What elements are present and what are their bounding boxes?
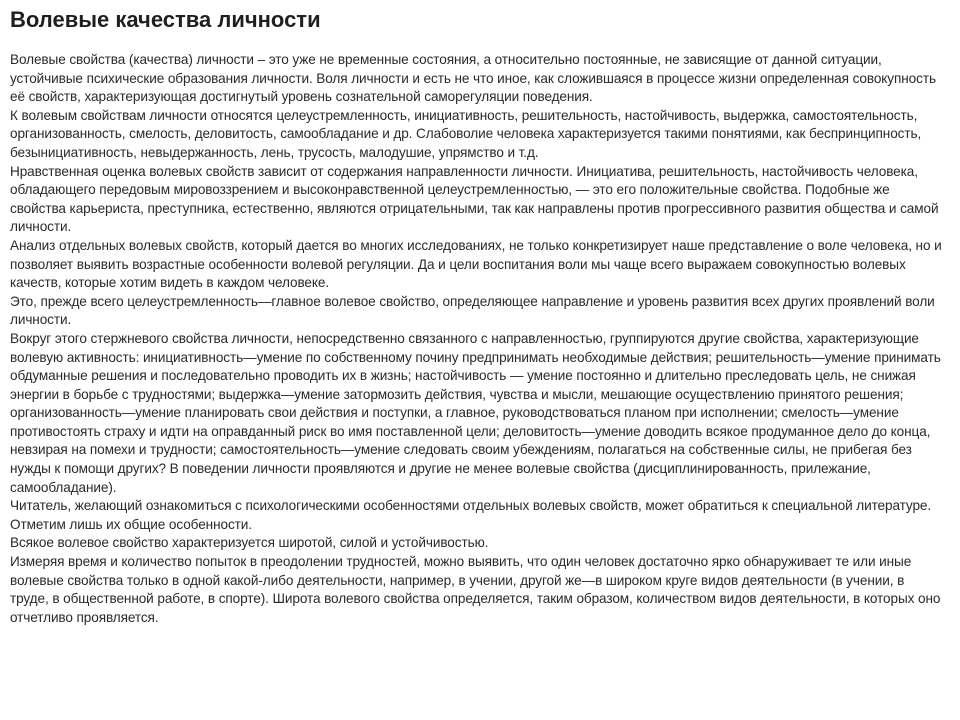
paragraph: Всякое волевое свойство характеризуется широтой, силой и устойчивостью. bbox=[10, 535, 489, 551]
page-title: Волевые качества личности bbox=[10, 7, 321, 32]
article-body bbox=[10, 51, 946, 627]
paragraph: К волевым свойствам личности относятся целеустремленность, инициативность, решительность, настойчивость, выдержка, самостоятельность, организованность, смелость, деловитость, самообладание и др. Слабоволие человека характеризуется такими понятиями, как беспринципность, безынициативность, невыдержанность, лень, трусость, малодушие, упрямство и т.д. bbox=[10, 107, 922, 160]
paragraph: Читатель, желающий ознакомиться с психологическими особенностями отдельных волевых свойств, может обратиться к специальной литературе. Отметим лишь их общие особенности. bbox=[10, 498, 932, 532]
paragraph: Нравственная оценка волевых свойств зависит от содержания направленности личности. Инициатива, решительность, настойчивость человека, обладающего передовым мировоззрением и высоконравственной целеустремленностью, — это его положительные свойства. Подобные же свойства карьериста, преступника, естественно, являются отрицательными, так как направлены против прогрессивного развития общества и самой личности. bbox=[10, 163, 939, 235]
paragraph: Анализ отдельных волевых свойств, который дается во многих исследованиях, не только конкретизирует наше представление о воле человека, но и позволяет выявить возрастные особенности волевой регуляции. Да и цели воспитания воли мы чаще всего выражаем совокупностью волевых качеств, которые хотим видеть в каждом человеке. bbox=[10, 237, 942, 291]
paragraph: Это, прежде всего целеустремленность—главное волевое свойство, определяющее направление и уровень развития всех других проявлений воли личности. bbox=[10, 293, 935, 328]
paragraph: Вокруг этого стержневого свойства личности, непосредственно связанного с направленностью, группируются другие свойства, характеризующие волевую активность: инициативность—умение по собственному почину предпринимать необходимые действия; решительность—умение принимать обдуманные решения и последовательно проводить их в жизнь; настойчивость — умение постоянно и длительно преследовать цель, не снижая энергии в борьбе с трудностями; выдержка—умение затормозить действия, чувства и мысли, мешающие осуществлению принятого решения; организованность—умение планировать свои действия и поступки, а главное, руководствоваться планом при исполнении; смелость—умение противостоять страху и идти на оправданный риск во имя поставленной цели; деловитость—умение доводить всякое продуманное дело до конца, невзирая на помехи и трудности; самостоятельность—умение следовать своим убеждениям, полагаться на собственные силы, не прибегая без нужды к помощи других? В поведении личности проявляются и другие не менее волевые свойства (дисциплинированность, прилежание, самообладание). bbox=[10, 330, 941, 495]
paragraph: Волевые свойства (качества) личности – это уже не временные состояния, а относительно постоянные, не зависящие от данной ситуации, устойчивые психические образования личности. Воля личности и есть не что иное, как сложившаяся в процессе жизни определенная совокупность её свойств, характеризующая достигнутый уровень сознательной саморегуляции поведения. bbox=[10, 52, 936, 105]
paragraph: Измеряя время и количество попыток в преодолении трудностей, можно выявить, что один человек достаточно ярко обнаруживает те или иные волевые свойства только в одной какой-либо деятельности, например, в учении, другой же—в широком круге видов деятельности (в учении, в труде, в общественной работе, в спорте). Широта волевого свойства определяется, таким образом, количеством видов деятельности, в которых оно отчетливо проявляется. bbox=[10, 554, 941, 625]
